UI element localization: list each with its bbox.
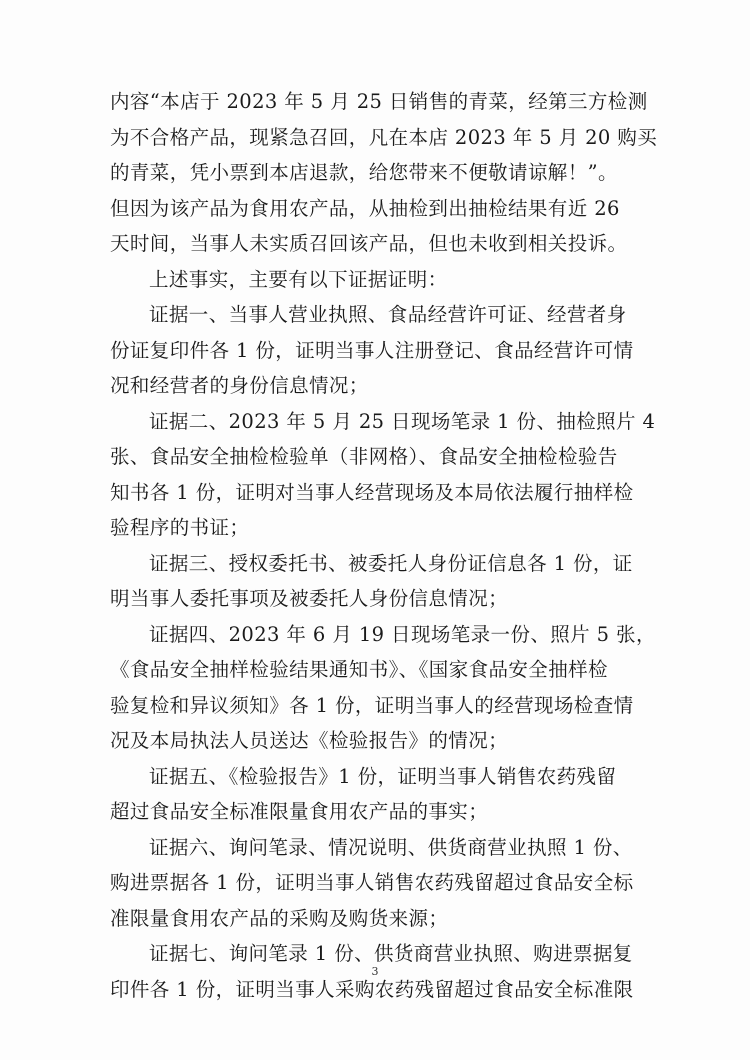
evidence-4-start: 证据四、2023 年 6 月 19 日现场笔录一份、照片 5 张， (149, 622, 656, 646)
evidence-6-start: 证据六、询问笔录、情况说明、供货商营业执照 1 份、 (149, 835, 633, 859)
text-line: 《食品安全抽样检验结果通知书》、《国家食品安全抽样检 (110, 658, 608, 681)
text-line: 印件各 1 份，证明当事人采购农药残留超过食品安全标准限 (110, 977, 634, 1001)
text-line: 验复检和异议须知》各 1 份，证明当事人的经营现场检查情 (110, 693, 634, 717)
text-line: 内容“本店于 2023 年 5 月 25 日销售的青菜，经第三方检测 (110, 90, 648, 113)
evidence-7-start: 证据七、询问笔录 1 份、供货商营业执照、购进票据复 (149, 942, 633, 965)
text-line: 为不合格产品，现紧急召回，凡在本店 2023 年 5 月 20 购买 (110, 125, 658, 149)
text-line: 明当事人委托事项及被委托人身份信息情况； (110, 587, 509, 610)
evidence-3-start: 证据三、授权委托书、被委托人身份证信息各 1 份，证 (149, 551, 633, 575)
text-line: 准限量食用农产品的采购及购货来源； (110, 906, 449, 930)
document-body (110, 84, 658, 1007)
text-line: 的青菜，凭小票到本店退款，给您带来不便敬请谅解！”。 (110, 161, 618, 184)
text-line: 份证复印件各 1 份，证明当事人注册登记、食品经营许可情 (110, 338, 634, 362)
text-line: 张、食品安全抽检检验单（非网格）、食品安全抽检检验告 (110, 445, 618, 468)
text-line: 况及本局执法人员送达《检验报告》的情况； (110, 729, 509, 752)
text-line: 知书各 1 份，证明对当事人经营现场及本局依法履行抽样检 (110, 480, 634, 504)
text-line: 超过食品安全标准限量食用农产品的事实； (110, 800, 489, 823)
page-number: 3 (371, 965, 379, 978)
evidence-1-start: 证据一、当事人营业执照、食品经营许可证、经营者身 (149, 303, 627, 326)
text-line: 但因为该产品为食用农产品，从抽检到出抽检结果有近 26 (110, 196, 620, 220)
evidence-2-start: 证据二、2023 年 5 月 25 日现场笔录 1 份、抽检照片 4 (149, 409, 656, 433)
evidence-5-start: 证据五、《检验报告》1 份，证明当事人销售农药残留 (149, 764, 617, 788)
text-line: 天时间，当事人未实质召回该产品，但也未收到相关投诉。 (110, 232, 628, 255)
text-line: 验程序的书证； (110, 516, 250, 539)
text-line: 购进票据各 1 份，证明当事人销售农药残留超过食品安全标 (110, 871, 634, 894)
paragraph-start: 上述事实，主要有以下证据证明： (149, 267, 448, 291)
text-line: 况和经营者的身份信息情况； (110, 374, 369, 397)
